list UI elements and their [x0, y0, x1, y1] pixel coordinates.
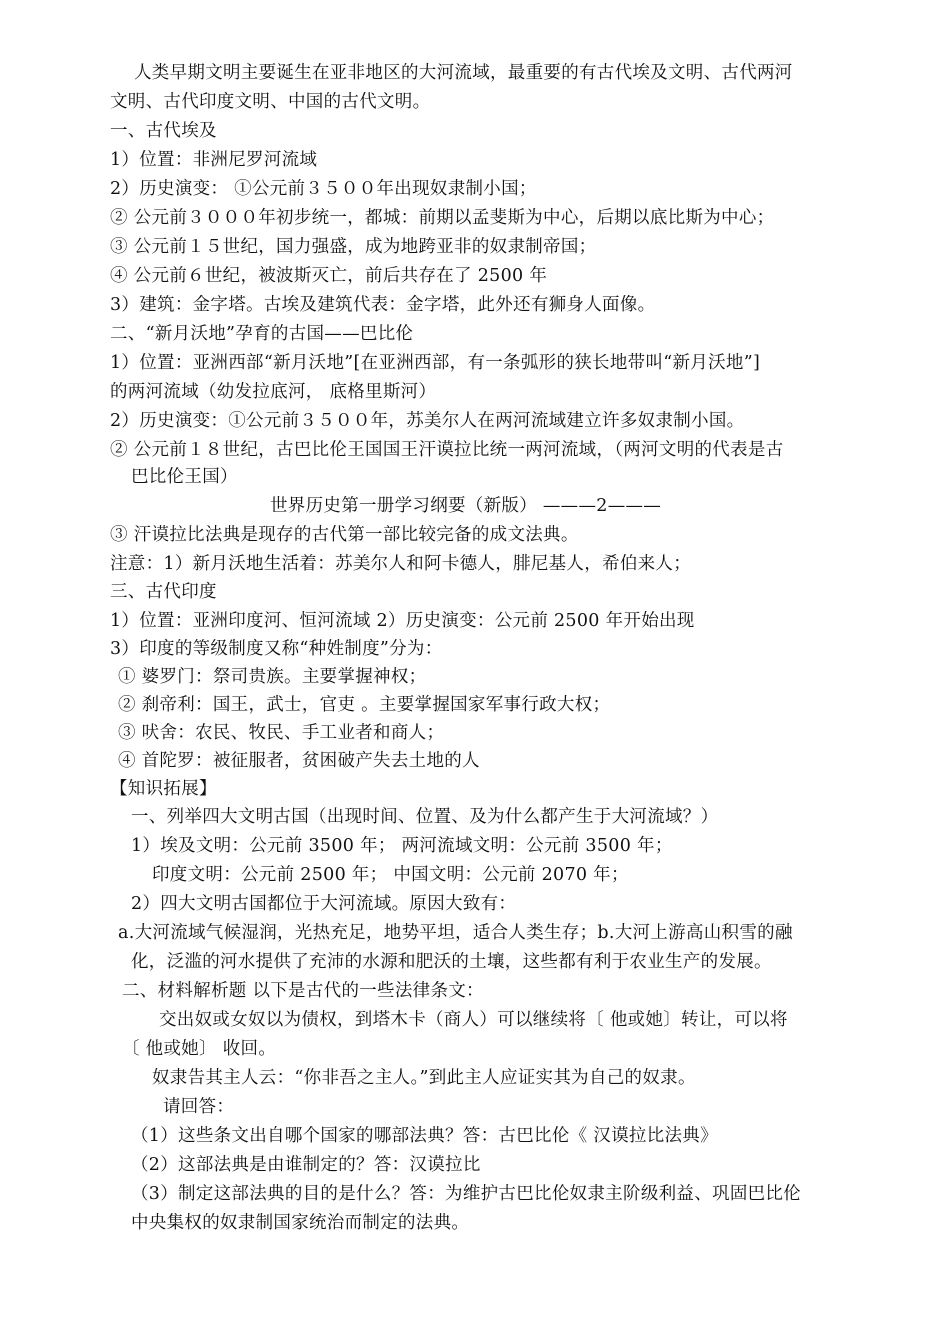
india-caste-3: ③ 吠舍：农民、牧民、手工业者和商人； — [118, 723, 445, 743]
intro-line-2: 文明、古代印度文明、中国的古代文明。 — [110, 92, 431, 112]
babylon-history-3: ③ 汗谟拉比法典是现存的古代第一部比较完备的成文法典。 — [110, 525, 579, 545]
babylon-history-2: ② 公元前１８世纪，古巴比伦王国国王汗谟拉比统一两河流域，（两河文明的代表是古 — [110, 440, 784, 460]
india-caste-1: ① 婆罗门：祭司贵族。主要掌握神权； — [118, 667, 427, 687]
extension-q1-answer-2: 印度文明：公元前 2500 年； 中国文明：公元前 2070 年； — [152, 865, 629, 885]
intro-line-1: 人类早期文明主要诞生在亚非地区的大河流域，最重要的有古代埃及文明、古代两河 — [134, 63, 793, 83]
india-caste-intro: 3）印度的等级制度又称“种姓制度”分为： — [110, 639, 443, 659]
page-header: 世界历史第一册学习纲要（新版） ———2——— — [270, 496, 662, 516]
india-caste-4: ④ 首陀罗：被征服者，贫困破产失去土地的人 — [118, 751, 480, 771]
material-law-1-cont: 〔 他或她〕 收回。 — [122, 1039, 277, 1059]
india-location-history: 1）位置：亚洲印度河、恒河流域 2）历史演变：公元前 2500 年开始出现 — [110, 611, 695, 631]
babylon-location-1: 1）位置：亚洲西部“新月沃地”[在亚洲西部，有一条弧形的狭长地带叫“新月沃地”] — [110, 353, 761, 373]
extension-reason-1: a.大河流域气候湿润，光热充足，地势平坦，适合人类生存；b.大河上游高山积雪的融 — [118, 923, 793, 943]
extension-reason-2: 化，泛滥的河水提供了充沛的水源和肥沃的土壤，这些都有利于农业生产的发展。 — [131, 952, 772, 972]
egypt-architecture: 3）建筑：金字塔。古埃及建筑代表：金字塔，此外还有狮身人面像。 — [110, 295, 656, 315]
babylon-location-2: 的两河流域（幼发拉底河， 底格里斯河） — [110, 382, 437, 402]
material-prompt: 请回答： — [163, 1097, 235, 1117]
india-caste-2: ② 刹帝利：国王，武士，官吏 。主要掌握国家军事行政大权； — [118, 695, 611, 715]
heading-india: 三、古代印度 — [110, 582, 217, 602]
babylon-note: 注意：1）新月沃地生活着：苏美尔人和阿卡德人，腓尼基人，希伯来人； — [110, 554, 692, 574]
heading-egypt: 一、古代埃及 — [110, 121, 217, 141]
extension-q1-answer-3: 2）四大文明古国都位于大河流域。原因大致有： — [131, 894, 517, 914]
extension-q1: 一、列举四大文明古国（出现时间、位置、及为什么都产生于大河流域？） — [131, 807, 719, 827]
material-q3: （3）制定这部法典的目的是什么？答：为维护古巴比伦奴隶主阶级利益、巩固巴比伦 — [131, 1184, 802, 1204]
egypt-location: 1）位置：非洲尼罗河流域 — [110, 150, 318, 170]
material-q2: （2）这部法典是由谁制定的？答：汉谟拉比 — [131, 1155, 481, 1175]
heading-babylon: 二、“新月沃地”孕育的古国——巴比伦 — [110, 324, 414, 344]
heading-material: 二、材料解析题 以下是古代的一些法律条文： — [122, 981, 484, 1001]
egypt-history-2: ② 公元前３０００年初步统一，都城：前期以孟斐斯为中心，后期以底比斯为中心； — [110, 208, 775, 228]
material-q1: （1）这些条文出自哪个国家的哪部法典？答：古巴比伦《 汉谟拉比法典》 — [131, 1126, 718, 1146]
babylon-history-2-cont: 巴比伦王国） — [131, 467, 238, 487]
material-q3-cont: 中央集权的奴隶制国家统治而制定的法典。 — [131, 1213, 470, 1233]
material-law-1: 交出奴或女奴以为债权，到塔木卡（商人）可以继续将〔 他或她〕转让，可以将 — [159, 1010, 788, 1030]
material-law-2: 奴隶告其主人云：“你非吾之主人。”到此主人应证实其为自己的奴隶。 — [152, 1068, 696, 1088]
extension-q1-answer-1: 1）埃及文明：公元前 3500 年； 两河流域文明：公元前 3500 年； — [131, 836, 673, 856]
egypt-history-4: ④ 公元前６世纪，被波斯灭亡，前后共存在了 2500 年 — [110, 266, 548, 286]
egypt-history-3: ③ 公元前１５世纪，国力强盛，成为地跨亚非的奴隶制帝国； — [110, 237, 597, 257]
egypt-history-1: 2）历史演变： ①公元前３５００年出现奴隶制小国； — [110, 179, 537, 199]
heading-extension: 【知识拓展】 — [110, 779, 217, 799]
babylon-history-1: 2）历史演变：①公元前３５００年，苏美尔人在两河流域建立许多奴隶制小国。 — [110, 411, 745, 431]
